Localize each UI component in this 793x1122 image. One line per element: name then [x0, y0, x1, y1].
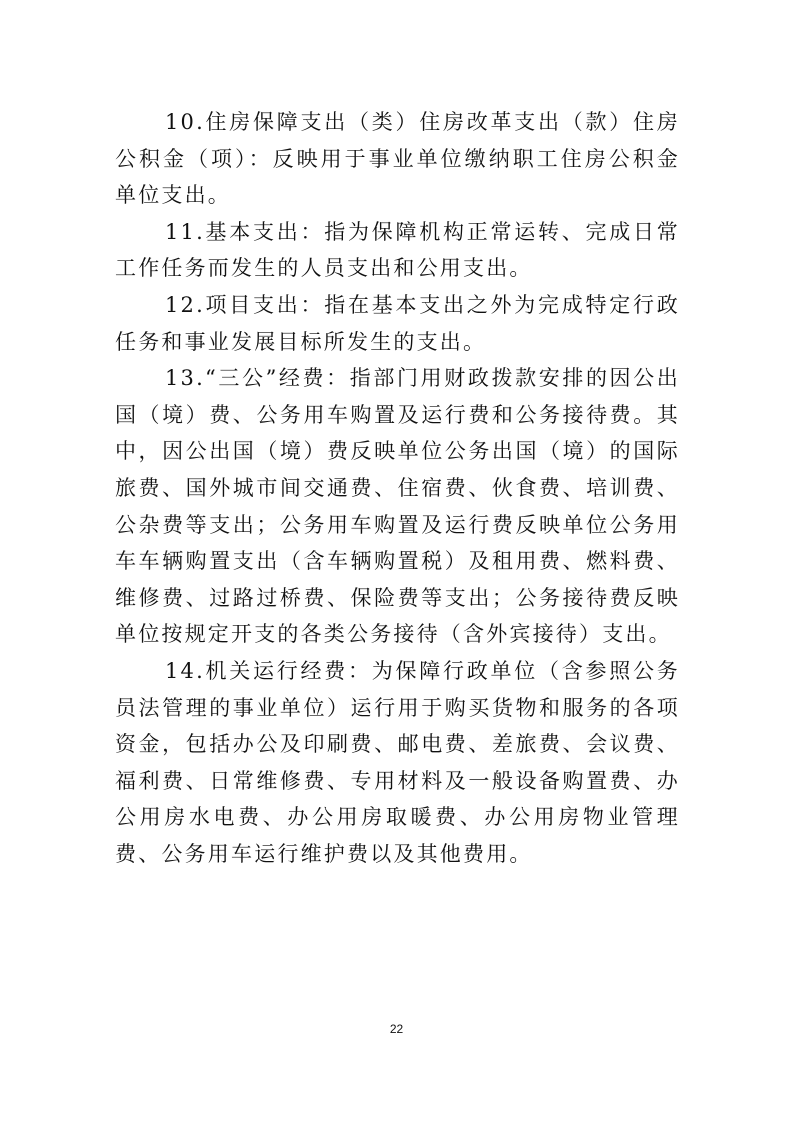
page-number: 22 [389, 1022, 404, 1036]
paragraph-item-11: 11.基本支出：指为保障机构正常运转、完成日常工作任务而发生的人员支出和公用支出。 [115, 219, 680, 281]
paragraph-item-12: 12.项目支出：指在基本支出之外为完成特定行政任务和事业发展目标所发生的支出。 [115, 292, 680, 354]
paragraph-item-14: 14.机关运行经费：为保障行政单位（含参照公务员法管理的事业单位）运行用于购买货物和服务的各项资金，包括办公及印刷费、邮电费、差旅费、会议费、福利费、日常维修费、专用材料及一般设备购置费、办公用房水电费、办公用房取暖费、办公用房物业管理费、公务用车运行维护费以及其他费用。 [115, 658, 680, 866]
paragraph-item-13: 13.“三公”经费：指部门用财政拨款安排的因公出国（境）费、公务用车购置及运行费和公务接待费。其中，因公出国（境）费反映单位公务出国（境）的国际旅费、国外城市间交通费、住宿费、伙食费、培训费、公杂费等支出；公务用车购置及运行费反映单位公务用车车辆购置支出（含车辆购置税）及租用费、燃料费、维修费、过路过桥费、保险费等支出；公务接待费反映单位按规定开支的各类公务接待（含外宾接待）支出。 [115, 366, 680, 647]
body-text [115, 104, 680, 872]
paragraph-item-10: 10.住房保障支出（类）住房改革支出（款）住房公积金（项）：反映用于事业单位缴纳职工住房公积金单位支出。 [115, 110, 680, 208]
